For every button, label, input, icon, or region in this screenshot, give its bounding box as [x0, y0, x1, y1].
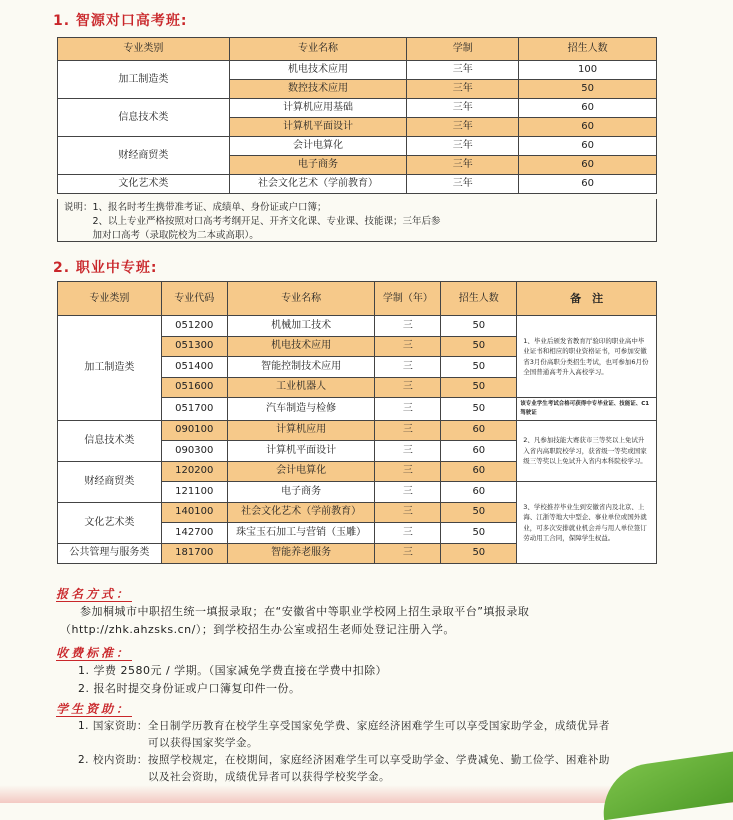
code-cell: 090300 — [161, 441, 227, 462]
apply-title: 报名方式： — [56, 587, 132, 601]
category-cell: 财经商贸类 — [58, 137, 230, 175]
remark-cell: 3、学校推荐毕业生到安徽省内及北京、上海、江浙等地大中型企、事业单位或国外就业，可多次安排就业机会并与用人单位签订劳动用工合同，保障学生权益。 — [517, 482, 657, 564]
count-cell: 50 — [441, 523, 517, 544]
gaokao-table — [57, 37, 657, 194]
name-cell: 机电技术应用 — [227, 336, 375, 357]
count-cell: 60 — [519, 137, 657, 156]
aid-line-1: 1. 国家资助：全日制学历教育在校学生享受国家免学费、家庭经济困难学生可以享受国家助学金，成绩优异者 — [78, 720, 610, 732]
category-cell: 文化艺术类 — [58, 175, 230, 194]
count-cell: 100 — [519, 61, 657, 80]
category-cell: 加工制造类 — [58, 316, 162, 421]
table2-header: 学制（年） — [375, 282, 441, 316]
name-cell: 智能控制技术应用 — [227, 357, 375, 378]
count-cell: 60 — [519, 156, 657, 175]
leaf-decoration — [597, 750, 733, 820]
code-cell: 140100 — [161, 502, 227, 523]
name-cell: 社会文化艺术（学前教育） — [229, 175, 407, 194]
count-cell: 60 — [519, 118, 657, 137]
remark-cell: 1、毕业后颁发省教育厅验印的职业高中毕业证书和相应的职业资格证书，可参加安徽省3月份高职分类招生考试，也可参加6月份全国普通高考升入高校学习。 — [517, 316, 657, 398]
aid-line-2: 可以获得国家奖学金。 — [148, 737, 258, 749]
name-cell: 电子商务 — [227, 482, 375, 503]
name-cell: 计算机应用 — [227, 420, 375, 441]
years-cell: 三 — [375, 420, 441, 441]
table2-header: 招生人数 — [441, 282, 517, 316]
section1-title: 1. 智源对口高考班: — [53, 13, 188, 29]
count-cell: 60 — [441, 420, 517, 441]
count-cell: 60 — [441, 441, 517, 462]
section1-notes — [57, 199, 657, 242]
note-line: 2、以上专业严格按照对口高考考纲开足、开齐文化课、专业课、技能课；三年后参 — [64, 216, 441, 227]
years-cell: 三 — [375, 543, 441, 564]
remark-cell: 该专业学生考试合格可获得中专毕业证、技能证、C1驾驶证 — [517, 398, 657, 421]
years-cell: 三 — [375, 482, 441, 503]
name-cell: 智能养老服务 — [227, 543, 375, 564]
table-row — [58, 420, 657, 441]
aid-line-3: 2. 校内资助：按照学校规定，在校期间，家庭经济困难学生可以享受助学金、学费减免、勤工俭学、困难补助 — [78, 754, 610, 766]
table-row — [58, 175, 657, 194]
aid-underline — [56, 716, 132, 717]
years-cell: 三 — [375, 357, 441, 378]
years-cell: 三年 — [407, 61, 519, 80]
name-cell: 机电技术应用 — [229, 61, 407, 80]
name-cell: 电子商务 — [229, 156, 407, 175]
years-cell: 三 — [375, 336, 441, 357]
name-cell: 数控技术应用 — [229, 80, 407, 99]
code-cell: 142700 — [161, 523, 227, 544]
count-cell: 50 — [441, 398, 517, 421]
code-cell: 051400 — [161, 357, 227, 378]
years-cell: 三 — [375, 441, 441, 462]
years-cell: 三年 — [407, 118, 519, 137]
name-cell: 计算机应用基础 — [229, 99, 407, 118]
table2-header: 专业代码 — [161, 282, 227, 316]
apply-underline — [56, 601, 132, 602]
code-cell: 051200 — [161, 316, 227, 337]
years-cell: 三 — [375, 461, 441, 482]
name-cell: 珠宝玉石加工与营销（玉雕） — [227, 523, 375, 544]
code-cell: 120200 — [161, 461, 227, 482]
category-cell: 公共管理与服务类 — [58, 543, 162, 564]
name-cell: 计算机平面设计 — [227, 441, 375, 462]
count-cell: 60 — [441, 461, 517, 482]
count-cell: 50 — [441, 357, 517, 378]
table-row — [58, 316, 657, 337]
name-cell: 机械加工技术 — [227, 316, 375, 337]
fees-line-1: 1. 学费 2580元 / 学期。（国家减免学费直接在学费中扣除） — [78, 664, 388, 677]
name-cell: 工业机器人 — [227, 377, 375, 398]
fees-title: 收费标准： — [56, 646, 132, 660]
section2-title: 2. 职业中专班: — [53, 260, 158, 276]
count-cell: 60 — [441, 482, 517, 503]
years-cell: 三 — [375, 502, 441, 523]
count-cell: 50 — [519, 80, 657, 99]
name-cell: 汽车制造与检修 — [227, 398, 375, 421]
name-cell: 会计电算化 — [227, 461, 375, 482]
table2-header: 专业名称 — [227, 282, 375, 316]
code-cell: 181700 — [161, 543, 227, 564]
fees-line-2: 2. 报名时提交身份证或户口簿复印件一份。 — [78, 682, 301, 695]
count-cell: 60 — [519, 175, 657, 194]
table-row — [58, 99, 657, 118]
apply-line-2: （http://zhk.ahzsks.cn/）；到学校招生办公室或招生老师处登记注册入学。 — [60, 623, 455, 636]
count-cell: 50 — [441, 316, 517, 337]
note-line: 加对口高考（录取院校为二本或高职）。 — [64, 230, 259, 241]
code-cell: 051300 — [161, 336, 227, 357]
years-cell: 三年 — [407, 99, 519, 118]
category-cell: 文化艺术类 — [58, 502, 162, 543]
code-cell: 051600 — [161, 377, 227, 398]
name-cell: 会计电算化 — [229, 137, 407, 156]
aid-line-4: 以及社会资助，成绩优异者可以获得学校奖学金。 — [148, 771, 390, 783]
aid-title: 学生资助： — [56, 702, 132, 716]
name-cell: 计算机平面设计 — [229, 118, 407, 137]
count-cell: 50 — [441, 377, 517, 398]
note-line: 说明：1、报名时考生携带准考证、成绩单、身份证或户口簿； — [64, 202, 327, 213]
count-cell: 60 — [519, 99, 657, 118]
category-cell: 信息技术类 — [58, 420, 162, 461]
years-cell: 三年 — [407, 80, 519, 99]
name-cell: 社会文化艺术（学前教育） — [227, 502, 375, 523]
category-cell: 加工制造类 — [58, 61, 230, 99]
years-cell: 三年 — [407, 175, 519, 194]
code-cell: 090100 — [161, 420, 227, 441]
count-cell: 50 — [441, 502, 517, 523]
table1-header: 专业类别 — [58, 38, 230, 61]
table-row — [58, 137, 657, 156]
category-cell: 信息技术类 — [58, 99, 230, 137]
fees-underline — [56, 660, 132, 661]
code-cell: 121100 — [161, 482, 227, 503]
table2-header: 专业类别 — [58, 282, 162, 316]
years-cell: 三年 — [407, 137, 519, 156]
years-cell: 三 — [375, 316, 441, 337]
count-cell: 50 — [441, 336, 517, 357]
category-cell: 财经商贸类 — [58, 461, 162, 502]
table2-header: 备 注 — [517, 282, 657, 316]
apply-line-1: 参加桐城市中职招生统一填报录取；在“安徽省中等职业学校网上招生录取平台”填报录取 — [80, 605, 530, 618]
years-cell: 三 — [375, 523, 441, 544]
years-cell: 三年 — [407, 156, 519, 175]
zhongzhuan-table — [57, 281, 657, 564]
code-cell: 051700 — [161, 398, 227, 421]
table1-header: 学制 — [407, 38, 519, 61]
years-cell: 三 — [375, 377, 441, 398]
count-cell: 50 — [441, 543, 517, 564]
table1-header: 招生人数 — [519, 38, 657, 61]
table-row — [58, 61, 657, 80]
years-cell: 三 — [375, 398, 441, 421]
table1-header: 专业名称 — [229, 38, 407, 61]
remark-cell: 2、凡参加技能大赛获市三等奖以上免试升入省内高职院校学习，获省级一等奖或国家级三等奖以上免试升入省内本科院校学习。 — [517, 420, 657, 482]
